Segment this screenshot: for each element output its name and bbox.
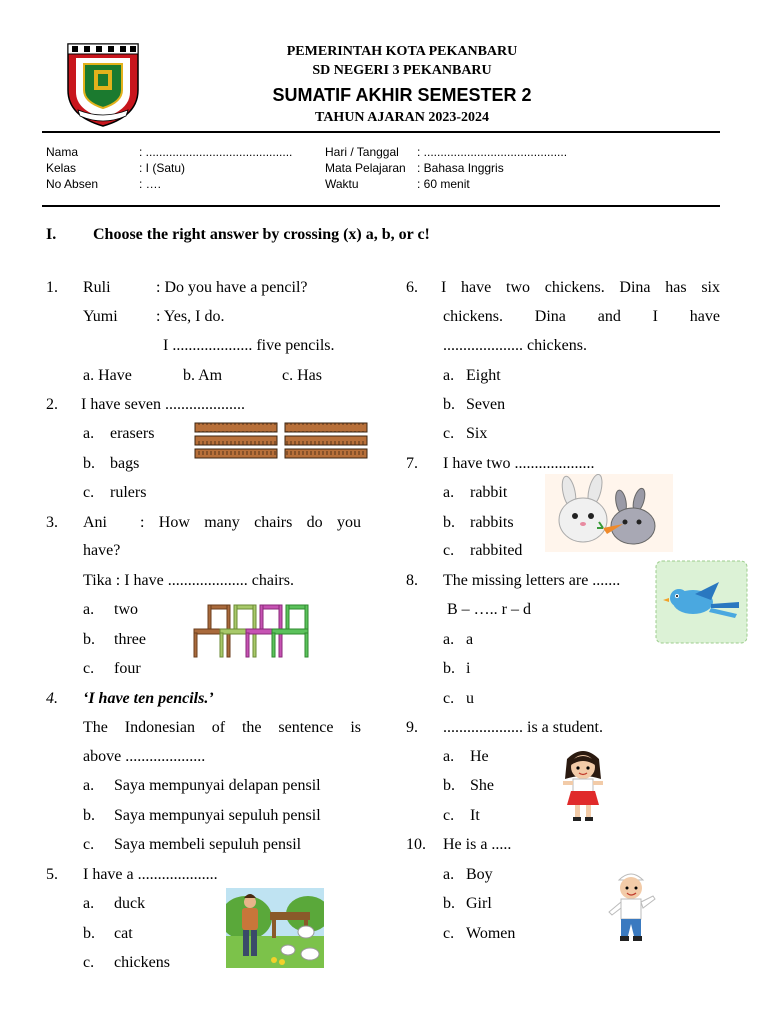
q8-stem: The missing letters are ....... bbox=[443, 572, 621, 589]
q6-line1: I have two chickens. Dina has six bbox=[441, 279, 720, 296]
q9-option-b-letter: b. bbox=[443, 777, 455, 794]
q6-option-b[interactable]: Seven bbox=[466, 396, 506, 413]
q6-option-b-letter: b. bbox=[443, 396, 455, 413]
q4-option-c-letter: c. bbox=[83, 836, 95, 853]
q6-option-c[interactable]: Six bbox=[466, 425, 488, 442]
q4-quote: ‘I have ten pencils.’ bbox=[83, 690, 214, 707]
q8-option-b[interactable]: i bbox=[466, 660, 471, 677]
q4-option-c[interactable]: Saya membeli sepuluh pensil bbox=[114, 836, 302, 853]
identity-divider bbox=[42, 205, 720, 207]
q7-option-a[interactable]: rabbit bbox=[470, 484, 508, 501]
q8-option-a[interactable]: a bbox=[466, 631, 474, 648]
q8-pattern: B – ….. r – d bbox=[447, 601, 531, 618]
chairs-picture bbox=[188, 603, 320, 659]
q1-option-a[interactable]: a. Have bbox=[83, 367, 132, 384]
q10-option-b[interactable]: Girl bbox=[466, 895, 492, 912]
q9-number: 9. bbox=[406, 719, 418, 736]
q6-option-a-letter: a. bbox=[443, 367, 455, 384]
q5-stem: I have a .................... bbox=[83, 866, 218, 883]
q1-line2: : Yes, I do. bbox=[156, 308, 225, 325]
q8-option-a-letter: a. bbox=[443, 631, 455, 648]
q3-option-b-letter: b. bbox=[83, 631, 95, 648]
q5-option-b[interactable]: cat bbox=[114, 925, 133, 942]
q2-number: 2. bbox=[46, 396, 58, 413]
q7-option-a-letter: a. bbox=[443, 484, 455, 501]
q4-option-b[interactable]: Saya mempunyai sepuluh pensil bbox=[114, 807, 321, 824]
identity-value-absent-no: : …. bbox=[139, 177, 162, 191]
bird-picture bbox=[655, 560, 748, 644]
q3-option-a[interactable]: two bbox=[114, 601, 138, 618]
q7-option-c-letter: c. bbox=[443, 542, 455, 559]
q8-option-c[interactable]: u bbox=[466, 690, 474, 707]
q6-option-a[interactable]: Eight bbox=[466, 367, 501, 384]
q2-stem: I have seven .................... bbox=[81, 396, 245, 413]
identity-value-date: : ........................................... bbox=[417, 145, 568, 159]
q10-stem: He is a ..... bbox=[443, 836, 512, 853]
q3-line2: have? bbox=[83, 542, 121, 559]
q2-option-a-letter: a. bbox=[83, 425, 95, 442]
header-divider bbox=[42, 131, 720, 133]
identity-value-name: : ............................................ bbox=[139, 145, 293, 159]
q7-stem: I have two .................... bbox=[443, 455, 595, 472]
q5-option-c-letter: c. bbox=[83, 954, 95, 971]
q2-option-c-letter: c. bbox=[83, 484, 95, 501]
identity-label-absent-no: No Absen bbox=[46, 177, 99, 191]
q3-option-b[interactable]: three bbox=[114, 631, 146, 648]
q9-option-c[interactable]: It bbox=[470, 807, 480, 824]
identity-label-class: Kelas bbox=[46, 161, 77, 175]
q1-speaker-ruli: Ruli bbox=[83, 279, 111, 296]
q4-line1: The Indonesian of the sentence is bbox=[83, 719, 361, 736]
q5-option-c[interactable]: chickens bbox=[114, 954, 170, 971]
q2-option-c[interactable]: rulers bbox=[110, 484, 147, 501]
rabbits-picture bbox=[545, 474, 673, 552]
q4-line2: above .................... bbox=[83, 748, 206, 765]
q3-option-a-letter: a. bbox=[83, 601, 95, 618]
q1-speaker-yumi: Yumi bbox=[83, 308, 118, 325]
q5-number: 5. bbox=[46, 866, 58, 883]
q9-stem: .................... is a student. bbox=[443, 719, 603, 736]
q9-option-a-letter: a. bbox=[443, 748, 455, 765]
q1-line3: I .................... five pencils. bbox=[163, 337, 335, 354]
schoolgirl-picture bbox=[553, 745, 613, 823]
q7-option-c[interactable]: rabbited bbox=[470, 542, 523, 559]
government-heading: PEMERINTAH KOTA PEKANBARU bbox=[286, 44, 518, 59]
q3-option-c-letter: c. bbox=[83, 660, 95, 677]
q7-number: 7. bbox=[406, 455, 418, 472]
q8-option-b-letter: b. bbox=[443, 660, 455, 677]
q10-option-c-letter: c. bbox=[443, 925, 455, 942]
q10-option-c[interactable]: Women bbox=[466, 925, 516, 942]
q9-option-c-letter: c. bbox=[443, 807, 455, 824]
q6-number: 6. bbox=[406, 279, 418, 296]
q1-number: 1. bbox=[46, 279, 58, 296]
q3-number: 3. bbox=[46, 514, 58, 531]
q4-number: 4. bbox=[46, 690, 58, 707]
q10-option-a[interactable]: Boy bbox=[466, 866, 493, 883]
q2-option-b[interactable]: bags bbox=[110, 455, 140, 472]
identity-value-subject: : Bahasa Inggris bbox=[417, 161, 504, 175]
boy-picture bbox=[603, 866, 659, 946]
q1-line1: : Do you have a pencil? bbox=[156, 279, 308, 296]
farmer-chickens-picture bbox=[226, 888, 324, 968]
identity-label-subject: Mata Pelajaran bbox=[325, 161, 406, 175]
q5-option-a[interactable]: duck bbox=[114, 895, 146, 912]
identity-label-name: Nama bbox=[46, 145, 79, 159]
q8-option-c-letter: c. bbox=[443, 690, 455, 707]
q10-number: 10. bbox=[406, 836, 426, 853]
q3-line3: Tika : I have .................... chairs. bbox=[83, 572, 294, 589]
q9-option-a[interactable]: He bbox=[470, 748, 489, 765]
q5-option-a-letter: a. bbox=[83, 895, 95, 912]
q7-option-b[interactable]: rabbits bbox=[470, 514, 514, 531]
q10-option-b-letter: b. bbox=[443, 895, 455, 912]
q3-option-c[interactable]: four bbox=[114, 660, 141, 677]
q2-option-b-letter: b. bbox=[83, 455, 95, 472]
rulers-picture bbox=[194, 421, 368, 463]
q4-option-a[interactable]: Saya mempunyai delapan pensil bbox=[114, 777, 321, 794]
section-instruction: Choose the right answer by crossing (x) a, b, or c! bbox=[93, 226, 430, 243]
identity-value-class: : I (Satu) bbox=[139, 161, 186, 175]
section-number: I. bbox=[46, 226, 57, 243]
q4-option-a-letter: a. bbox=[83, 777, 95, 794]
q4-option-b-letter: b. bbox=[83, 807, 95, 824]
q3-line1: : How many chairs do you bbox=[140, 514, 361, 531]
q6-option-c-letter: c. bbox=[443, 425, 455, 442]
q9-option-b[interactable]: She bbox=[470, 777, 494, 794]
q7-option-b-letter: b. bbox=[443, 514, 455, 531]
q8-number: 8. bbox=[406, 572, 418, 589]
identity-label-time: Waktu bbox=[325, 177, 359, 191]
q5-option-b-letter: b. bbox=[83, 925, 95, 942]
school-name: SD NEGERI 3 PEKANBARU bbox=[312, 63, 492, 78]
identity-label-date: Hari / Tanggal bbox=[325, 145, 399, 159]
academic-year: TAHUN AJARAN 2023-2024 bbox=[315, 110, 489, 125]
q10-option-a-letter: a. bbox=[443, 866, 455, 883]
q1-option-b[interactable]: b. Am bbox=[183, 367, 223, 384]
q1-option-c[interactable]: c. Has bbox=[282, 367, 322, 384]
q2-option-a[interactable]: erasers bbox=[110, 425, 155, 442]
identity-value-time: : 60 menit bbox=[417, 177, 470, 191]
q3-speaker-ani: Ani bbox=[83, 514, 107, 531]
exam-title: SUMATIF AKHIR SEMESTER 2 bbox=[272, 85, 532, 105]
q6-line2: chickens. Dina and I have bbox=[443, 308, 720, 325]
q6-line3: .................... chickens. bbox=[443, 337, 587, 354]
